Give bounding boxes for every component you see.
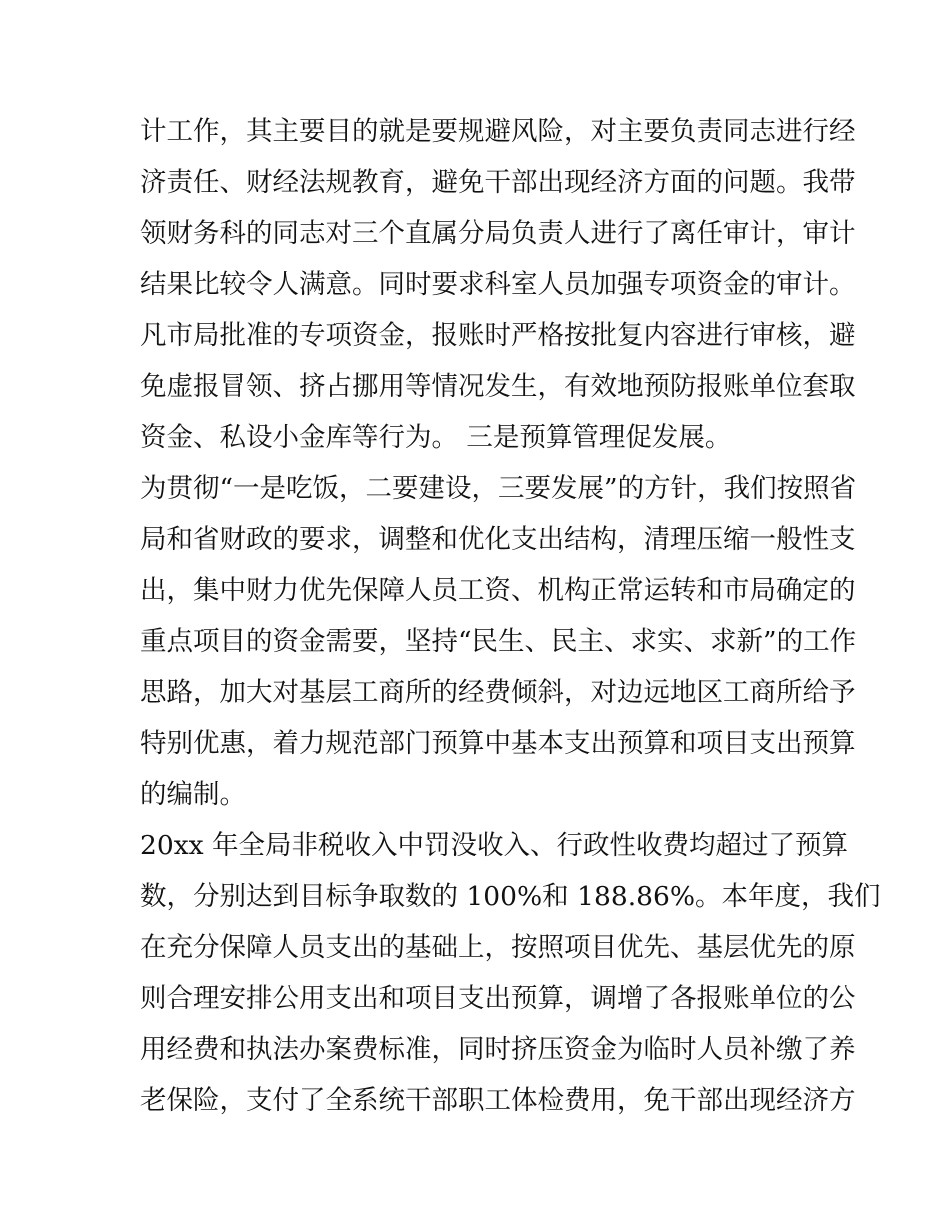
text-line: 结果比较令人满意。同时要求科室人员加强专项资金的审计。 (140, 269, 856, 300)
text-line: 特别优惠，着力规范部门预算中基本支出预算和项目支出预算 (140, 728, 856, 759)
text-line: 济责任、财经法规教育，避免干部出现经济方面的问题。我带 (140, 167, 856, 198)
text-line: 思路，加大对基层工商所的经费倾斜，对边远地区工商所给予 (140, 677, 856, 708)
text-line: 出，集中财力优先保障人员工资、机构正常运转和市局确定的 (140, 575, 856, 606)
paragraph (140, 463, 857, 820)
text-line: 则合理安排公用支出和项目支出预算，调增了各报账单位的公 (140, 983, 856, 1014)
text-line: 凡市局批准的专项资金，报账时严格按批复内容进行审核，避 (140, 320, 856, 351)
text-line: 为贯彻“一是吃饭，二要建设，三要发展”的方针，我们按照省 (140, 473, 857, 504)
text-line: 数，分别达到目标争取数的 100%和 188.86%。本年度，我们 (140, 881, 881, 912)
text-line: 局和省财政的要求，调整和优化支出结构，清理压缩一般性支 (140, 524, 856, 555)
text-line: 老保险，支付了全系统干部职工体检费用，免干部出现经济方 (140, 1085, 856, 1116)
text-line: 20xx 年全局非税收入中罚没收入、行政性收费均超过了预算 (140, 830, 849, 861)
text-line: 资金、私设小金库等行为。 三是预算管理促发展。 (140, 422, 732, 453)
text-line: 重点项目的资金需要，坚持“民生、民主、求实、求新”的工作 (140, 626, 857, 657)
text-line: 领财务科的同志对三个直属分局负责人进行了离任审计，审计 (140, 218, 856, 249)
paragraph (140, 106, 856, 463)
text-line: 的编制。 (140, 779, 246, 810)
text-line: 计工作，其主要目的就是要规避风险，对主要负责同志进行经 (140, 116, 856, 147)
text-line: 在充分保障人员支出的基础上，按照项目优先、基层优先的原 (140, 932, 856, 963)
paragraph (140, 820, 881, 1126)
text-line: 免虚报冒领、挤占挪用等情况发生，有效地预防报账单位套取 (140, 371, 856, 402)
document-body (140, 106, 881, 1126)
text-line: 用经费和执法办案费标准，同时挤压资金为临时人员补缴了养 (140, 1034, 856, 1065)
